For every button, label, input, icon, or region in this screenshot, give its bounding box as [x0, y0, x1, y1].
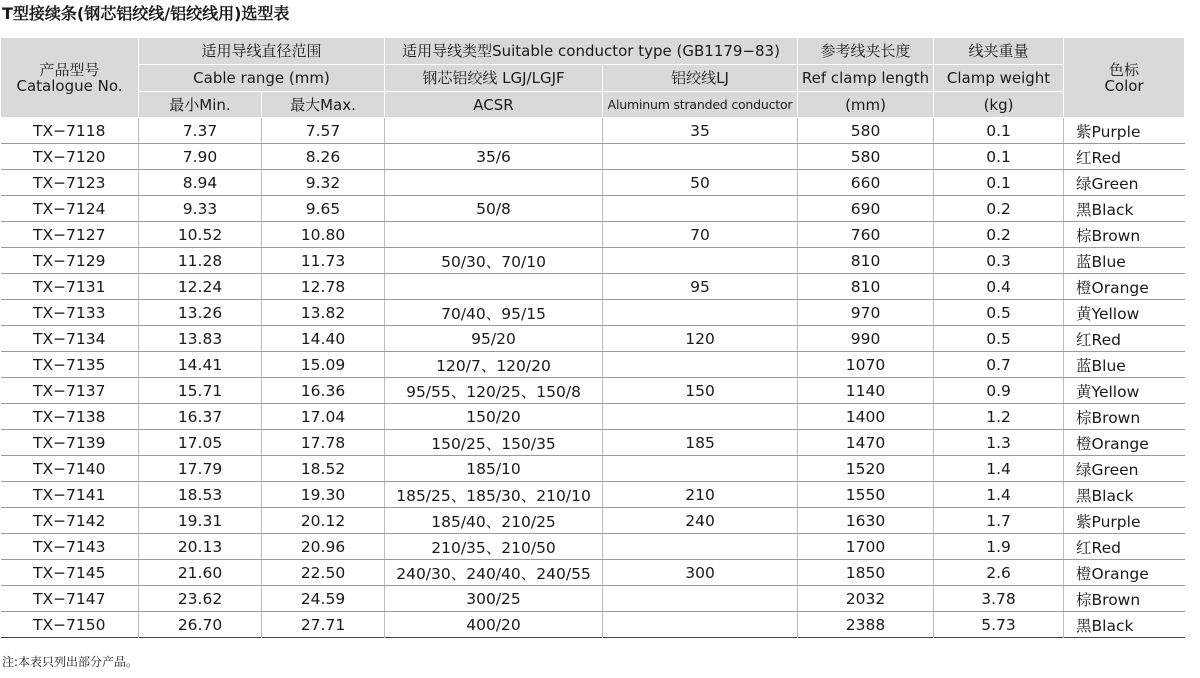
cell-color: 黄Yellow [1064, 300, 1185, 326]
table-row [1, 456, 1185, 482]
cell-clamp-weight: 1.7 [934, 508, 1064, 534]
table-row [1, 378, 1185, 404]
cell-color: 红Red [1064, 326, 1185, 352]
cell-model: TX−7143 [1, 534, 139, 560]
cell-model: TX−7124 [1, 196, 139, 222]
cell-clamp-length: 580 [798, 144, 934, 170]
cell-max-diameter: 17.04 [262, 404, 385, 430]
cell-lj-conductor: 185 [603, 430, 798, 456]
col-header-acsr-cn: 钢芯铝绞线 LGJ/LGJF [385, 65, 603, 92]
cell-clamp-weight: 0.7 [934, 352, 1064, 378]
cell-min-diameter: 8.94 [139, 170, 262, 196]
cell-model: TX−7129 [1, 248, 139, 274]
selection-table [0, 37, 1185, 638]
table-row [1, 586, 1185, 612]
cable-range-cn-label: 适用导线直径范围 [201, 42, 322, 60]
cell-lj-conductor [603, 456, 798, 482]
cell-acsr-conductor: 120/7、120/20 [385, 352, 603, 378]
cell-max-diameter: 22.50 [262, 560, 385, 586]
cell-clamp-length: 2032 [798, 586, 934, 612]
cell-acsr-conductor: 210/35、210/50 [385, 534, 603, 560]
cell-clamp-length: 2388 [798, 612, 934, 638]
cell-lj-conductor: 70 [603, 222, 798, 248]
color-cn-label: 色标 [1109, 60, 1140, 79]
cell-color: 橙Orange [1064, 560, 1185, 586]
col-header-clamp-weight-unit: (kg) [934, 92, 1064, 118]
cell-max-diameter: 12.78 [262, 274, 385, 300]
cell-lj-conductor: 120 [603, 326, 798, 352]
cell-acsr-conductor: 185/10 [385, 456, 603, 482]
table-row [1, 144, 1185, 170]
cell-color: 黑Black [1076, 616, 1134, 635]
cell-color: 棕Brown [1064, 404, 1185, 430]
cell-clamp-weight: 1.4 [934, 456, 1064, 482]
cell-lj-conductor: 300 [603, 560, 798, 586]
cell-min-diameter: 16.37 [139, 404, 262, 430]
col-header-catalogue [1, 38, 139, 118]
cell-max-diameter: 27.71 [262, 612, 385, 638]
cell-max-diameter: 14.40 [262, 326, 385, 352]
col-header-clamp-length-cn: 参考线夹长度 [798, 38, 934, 65]
table-row [1, 612, 1185, 638]
cell-model: TX−7123 [1, 170, 139, 196]
cell-clamp-weight: 0.5 [934, 300, 1064, 326]
cell-max-diameter: 20.12 [262, 508, 385, 534]
cell-clamp-length: 690 [798, 196, 934, 222]
table-row [1, 248, 1185, 274]
cell-min-diameter: 19.31 [139, 508, 262, 534]
cell-max-diameter: 17.78 [262, 430, 385, 456]
cell-color: 黑Black [1064, 196, 1185, 222]
cell-clamp-weight: 1.2 [934, 404, 1064, 430]
cell-max-diameter: 16.36 [262, 378, 385, 404]
cell-acsr-conductor [385, 118, 603, 144]
cell-clamp-weight: 1.9 [934, 534, 1064, 560]
cell-lj-conductor [603, 352, 798, 378]
cell-lj-conductor [603, 612, 798, 638]
col-header-max: 最大Max. [262, 92, 385, 118]
cell-model: TX−7140 [1, 456, 139, 482]
color-en-label: Color [1104, 76, 1144, 95]
cell-max-diameter: 24.59 [262, 586, 385, 612]
cell-min-diameter: 17.79 [139, 456, 262, 482]
cell-lj-conductor: 50 [603, 170, 798, 196]
catalogue-en-label: Catalogue No. [16, 76, 123, 95]
cell-min-diameter: 14.41 [139, 352, 262, 378]
table-row [1, 404, 1185, 430]
cell-max-diameter: 19.30 [262, 482, 385, 508]
col-header-lj-en: Aluminum stranded conductor [603, 92, 798, 118]
cell-acsr-conductor: 185/25、185/30、210/10 [385, 482, 603, 508]
cell-clamp-length: 1700 [798, 534, 934, 560]
cell-clamp-weight: 5.73 [934, 612, 1064, 638]
cell-color: 黄Yellow [1064, 378, 1185, 404]
cell-lj-conductor [603, 586, 798, 612]
col-header-clamp-weight-cn: 线夹重量 [934, 38, 1064, 65]
col-header-cable-range-en: Cable range (mm) [139, 65, 385, 92]
cell-acsr-conductor: 50/8 [385, 196, 603, 222]
cell-clamp-length: 810 [798, 274, 934, 300]
cell-clamp-weight: 0.2 [934, 196, 1064, 222]
cell-clamp-weight: 0.1 [934, 118, 1064, 144]
cell-color: 蓝Blue [1064, 248, 1185, 274]
cell-clamp-weight: 0.5 [934, 326, 1064, 352]
table-row [1, 170, 1185, 196]
col-header-min: 最小Min. [139, 92, 262, 118]
cell-max-diameter: 10.80 [262, 222, 385, 248]
cell-acsr-conductor: 240/30、240/40、240/55 [385, 560, 603, 586]
cell-max-diameter: 7.57 [262, 118, 385, 144]
cell-color: 棕Brown [1064, 222, 1185, 248]
cell-clamp-length: 760 [798, 222, 934, 248]
cell-max-diameter: 8.26 [262, 144, 385, 170]
cell-color: 黑Black [1064, 482, 1185, 508]
cell-color: 绿Green [1064, 170, 1185, 196]
cell-min-diameter: 13.83 [139, 326, 262, 352]
cell-max-diameter: 13.82 [262, 300, 385, 326]
cell-model: TX−7147 [1, 586, 139, 612]
cell-model: TX−7145 [1, 560, 139, 586]
col-header-clamp-length-en: Ref clamp length [798, 65, 934, 92]
cell-color: 红Red [1064, 534, 1185, 560]
table-body [1, 118, 1185, 638]
cell-min-diameter: 18.53 [139, 482, 262, 508]
table-row [1, 274, 1185, 300]
cell-clamp-weight: 0.9 [934, 378, 1064, 404]
cell-model: TX−7141 [1, 482, 139, 508]
cell-acsr-conductor: 185/40、210/25 [385, 508, 603, 534]
cell-clamp-weight: 0.1 [934, 170, 1064, 196]
col-header-conductor-type: 适用导线类型Suitable conductor type (GB1179−83) [385, 38, 798, 65]
cell-min-diameter: 26.70 [139, 612, 262, 638]
cell-clamp-weight: 0.3 [934, 248, 1064, 274]
cell-min-diameter: 23.62 [139, 586, 262, 612]
cell-max-diameter: 11.73 [262, 248, 385, 274]
cell-acsr-conductor: 95/55、120/25、150/8 [385, 378, 603, 404]
cell-min-diameter: 12.24 [139, 274, 262, 300]
cell-clamp-length: 1140 [798, 378, 934, 404]
cell-clamp-length: 1520 [798, 456, 934, 482]
cell-acsr-conductor: 300/25 [385, 586, 603, 612]
cell-model: TX−7137 [1, 378, 139, 404]
cell-acsr-conductor: 95/20 [385, 326, 603, 352]
cell-lj-conductor [603, 404, 798, 430]
cell-model: TX−7138 [1, 404, 139, 430]
cell-min-diameter: 11.28 [139, 248, 262, 274]
col-header-acsr-en: ACSR [385, 92, 603, 118]
cell-clamp-length: 1070 [798, 352, 934, 378]
col-header-color [1064, 38, 1185, 118]
cell-min-diameter: 17.05 [139, 430, 262, 456]
cell-acsr-conductor [385, 222, 603, 248]
footnote: 注:本表只列出部分产品。 [2, 655, 139, 669]
cell-min-diameter: 9.33 [139, 196, 262, 222]
cell-clamp-weight: 3.78 [934, 586, 1064, 612]
cell-min-diameter: 7.37 [139, 118, 262, 144]
cell-lj-conductor: 95 [603, 274, 798, 300]
cell-model: TX−7131 [1, 274, 139, 300]
table-row [1, 326, 1185, 352]
cell-min-diameter: 15.71 [139, 378, 262, 404]
cell-acsr-conductor [385, 170, 603, 196]
cell-lj-conductor: 35 [603, 118, 798, 144]
cell-min-diameter: 21.60 [139, 560, 262, 586]
cell-clamp-length: 970 [798, 300, 934, 326]
cell-model: TX−7120 [1, 144, 139, 170]
cell-min-diameter: 10.52 [139, 222, 262, 248]
cell-clamp-weight: 2.6 [934, 560, 1064, 586]
cell-min-diameter: 13.26 [139, 300, 262, 326]
col-header-clamp-weight-en: Clamp weight [934, 65, 1064, 92]
cell-lj-conductor [603, 196, 798, 222]
cell-color: 橙Orange [1064, 430, 1185, 456]
cell-acsr-conductor: 35/6 [385, 144, 603, 170]
cell-acsr-conductor: 400/20 [385, 612, 603, 638]
cell-acsr-conductor: 70/40、95/15 [385, 300, 603, 326]
cell-max-diameter: 18.52 [262, 456, 385, 482]
cell-min-diameter: 20.13 [139, 534, 262, 560]
table-row [1, 300, 1185, 326]
table-row [1, 482, 1185, 508]
cell-lj-conductor [603, 144, 798, 170]
cell-max-diameter: 9.65 [262, 196, 385, 222]
page-title: T型接续条(钢芯铝绞线/铝绞线用)选型表 [2, 4, 290, 23]
cell-clamp-length: 1400 [798, 404, 934, 430]
cell-acsr-conductor [385, 274, 603, 300]
cell-model: TX−7134 [1, 326, 139, 352]
cell-model: TX−7118 [1, 118, 139, 144]
table-row [1, 508, 1185, 534]
cell-clamp-weight: 1.3 [934, 430, 1064, 456]
cell-acsr-conductor: 150/20 [385, 404, 603, 430]
cell-clamp-length: 810 [798, 248, 934, 274]
cell-model: TX−7135 [1, 352, 139, 378]
cell-lj-conductor: 150 [603, 378, 798, 404]
cell-clamp-length: 1550 [798, 482, 934, 508]
cell-clamp-weight: 1.4 [934, 482, 1064, 508]
cell-color: 橙Orange [1064, 274, 1185, 300]
cell-clamp-weight: 0.4 [934, 274, 1064, 300]
table-header [1, 38, 1185, 118]
cell-color: 蓝Blue [1064, 352, 1185, 378]
cell-max-diameter: 9.32 [262, 170, 385, 196]
cell-model: TX−7142 [1, 508, 139, 534]
cell-min-diameter: 7.90 [139, 144, 262, 170]
cell-clamp-length: 1850 [798, 560, 934, 586]
cell-lj-conductor [603, 300, 798, 326]
cell-model: TX−7133 [1, 300, 139, 326]
cell-clamp-length: 1470 [798, 430, 934, 456]
cell-color: 紫Purple [1064, 508, 1185, 534]
table-row [1, 534, 1185, 560]
cell-color: 红Red [1064, 144, 1185, 170]
cell-max-diameter: 15.09 [262, 352, 385, 378]
table-row [1, 222, 1185, 248]
cell-color: 棕Brown [1064, 586, 1185, 612]
catalogue-cn-label: 产品型号 [39, 60, 100, 79]
cell-color: 绿Green [1064, 456, 1185, 482]
cell-acsr-conductor: 150/25、150/35 [385, 430, 603, 456]
cell-clamp-length: 580 [798, 118, 934, 144]
cell-clamp-weight: 0.2 [934, 222, 1064, 248]
cell-lj-conductor: 210 [603, 482, 798, 508]
cell-lj-conductor [603, 248, 798, 274]
col-header-cable-range [139, 38, 385, 65]
col-header-clamp-length-unit: (mm) [798, 92, 934, 118]
table-row [1, 196, 1185, 222]
table-row [1, 430, 1185, 456]
cell-lj-conductor [603, 534, 798, 560]
cell-clamp-length: 990 [798, 326, 934, 352]
cell-lj-conductor: 240 [603, 508, 798, 534]
cell-acsr-conductor: 50/30、70/10 [385, 248, 603, 274]
selection-table-wrap [0, 37, 1184, 638]
cell-max-diameter: 20.96 [262, 534, 385, 560]
cell-color: 紫Purple [1064, 118, 1185, 144]
col-header-lj-cn: 铝绞线LJ [603, 65, 798, 92]
cell-clamp-length: 660 [798, 170, 934, 196]
cell-model: TX−7150 [1, 612, 139, 638]
cell-model: TX−7139 [1, 430, 139, 456]
cell-clamp-weight: 0.1 [934, 144, 1064, 170]
table-row [1, 118, 1185, 144]
table-row [1, 560, 1185, 586]
table-row [1, 352, 1185, 378]
cell-model: TX−7127 [1, 222, 139, 248]
cell-clamp-length: 1630 [798, 508, 934, 534]
